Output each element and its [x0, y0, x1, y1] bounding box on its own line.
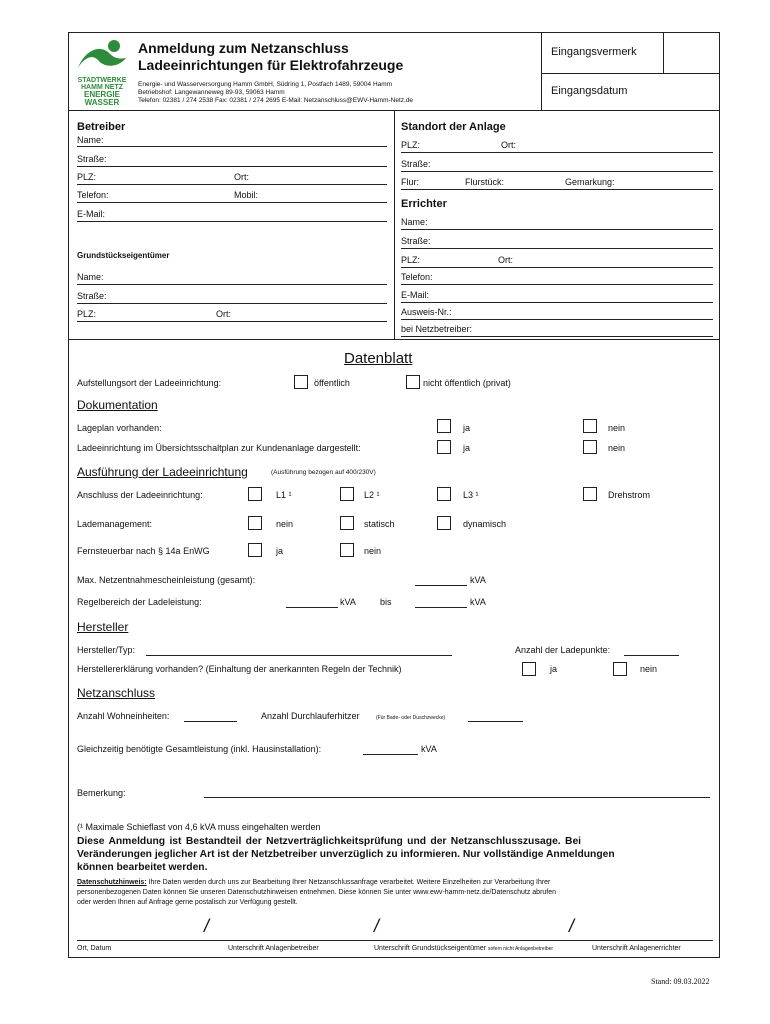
herstellererklaerung-nein-checkbox[interactable]: [613, 662, 627, 676]
logo-swoosh-icon: [74, 38, 130, 72]
address-line3: Telefon: 02381 / 274 2538 Fax: 02381 / 274 2695 E-Mail: Netzanschluss@EWV-Hamm-Netz.de: [138, 97, 414, 104]
betreiber-plz-field[interactable]: [77, 184, 387, 185]
standort-plz-label: PLZ:: [401, 140, 421, 150]
errichter-netzbetreiber-label: bei Netzbetreiber:: [401, 324, 473, 334]
regelbereich-label: Regelbereich der Ladeleistung:: [77, 597, 202, 607]
stand-date: Stand: 09.03.2022: [651, 977, 710, 986]
address-bottom: [68, 339, 720, 340]
signature-slash-1: /: [204, 916, 210, 936]
max-leistung-label: Max. Netzentnahmescheinleistung (gesamt):: [77, 575, 256, 585]
gesamtleistung-field[interactable]: [363, 754, 418, 755]
logo-line3: ENERGIE: [83, 90, 120, 99]
betreiber-email-label: E-Mail:: [77, 209, 106, 219]
errichter-title: Errichter: [401, 198, 447, 210]
l1-label: L1 ¹: [276, 490, 292, 500]
page-subtitle: Ladeeinrichtungen für Elektrofahrzeuge: [138, 57, 404, 73]
herstellererklaerung-ja-label: ja: [550, 664, 558, 674]
logo-line1: STADTWERKE: [77, 77, 127, 84]
eingang-divider: [663, 32, 664, 74]
netzanschluss-title: Netzanschluss: [77, 686, 156, 700]
l2-label: L2 ¹: [364, 490, 380, 500]
gesamtleistung-label: Gleichzeitig benötigte Gesamtleistung (inkl. Hausinstallation):: [77, 744, 322, 754]
fernsteuer-ja-label: ja: [276, 546, 284, 556]
datenschutz-label: Datenschutzhinweis:: [77, 879, 147, 886]
dynamisch-label: dynamisch: [463, 519, 507, 529]
footnote: (¹ Maximale Schieflast von 4,6 kVA muss eingehalten werden: [77, 822, 321, 832]
standort-title: Standort der Anlage: [401, 121, 506, 133]
eigentuemer-strasse-label: Straße:: [77, 291, 107, 301]
datenschutz-line3: oder werden Ihnen auf Anfrage gerne postalisch zur Verfügung gestellt.: [77, 899, 298, 906]
aufstellungsort-label: Aufstellungsort der Ladeeinrichtung:: [77, 378, 222, 388]
logo: [74, 38, 130, 107]
errichter-email-label: E-Mail:: [401, 290, 430, 300]
errichter-ausweis-field[interactable]: [401, 319, 713, 320]
betreiber-mobil-label: Mobil:: [234, 190, 259, 200]
betreiber-name-label: Name:: [77, 135, 104, 145]
logo-line4: WASSER: [84, 98, 120, 107]
lageplan-label: Lageplan vorhanden:: [77, 423, 162, 433]
standort-ort-label: Ort:: [501, 140, 516, 150]
standort-strasse-label: Straße:: [401, 159, 431, 169]
errichter-telefon-field[interactable]: [401, 284, 713, 285]
drehstrom-checkbox[interactable]: [583, 487, 597, 501]
address-line2: Betriebshof: Langewanneweg 89-93, 59063 Hamm: [138, 89, 285, 96]
betreiber-email-field[interactable]: [77, 221, 387, 222]
datenschutz-line2: personenbezogenen Daten können Sie unseren Datenschutzhinweisen entnehmen. Diese können Sie unter www.ewv-hamm-netz.de/Datenschutz abrufen: [77, 889, 557, 896]
drehstrom-label: Drehstrom: [608, 490, 651, 500]
nicht-oeffentlich-label: nicht öffentlich (privat): [423, 378, 511, 388]
errichter-name-field[interactable]: [401, 229, 713, 230]
errichter-ausweis-label: Ausweis-Nr.:: [401, 307, 452, 317]
notice-line1: Diese Anmeldung ist Bestandteil der Netzverträglichkeitsprüfung und der Netzanschlusszusage. Bei: [77, 836, 582, 847]
standort-flur-label: Flur:: [401, 177, 419, 187]
betreiber-strasse-field[interactable]: [77, 166, 387, 167]
ladepunkte-field[interactable]: [624, 655, 679, 656]
ausfuehrung-note: (Ausführung bezogen auf 400/230V): [271, 469, 376, 476]
errichter-email-field[interactable]: [401, 302, 713, 303]
regelbereich-from-field[interactable]: [286, 607, 338, 608]
lademanagement-label: Lademanagement:: [77, 519, 153, 529]
ladepunkte-label: Anzahl der Ladepunkte:: [515, 645, 611, 655]
betreiber-strasse-label: Straße:: [77, 154, 107, 164]
uebersicht-ja-checkbox[interactable]: [437, 440, 451, 454]
betreiber-ort-label: Ort:: [234, 172, 249, 182]
gesamtleistung-unit: kVA: [421, 744, 437, 754]
herstellererklaerung-nein-label: nein: [640, 664, 658, 674]
lageplan-nein-checkbox[interactable]: [583, 419, 597, 433]
uebersicht-label: Ladeeinrichtung im Übersichtsschaltplan zur Kundenanlage dargestellt:: [77, 443, 361, 453]
durchlauferhitzer-field[interactable]: [468, 721, 523, 722]
durchlauferhitzer-note: (Für Bade- oder Duschzwecke): [376, 715, 446, 721]
eingang-hline: [541, 73, 720, 74]
betreiber-name-field[interactable]: [77, 146, 387, 147]
bemerkung-field[interactable]: [204, 797, 710, 798]
errichter-plz-label: PLZ:: [401, 255, 421, 265]
fernsteuer-nein-label: nein: [364, 546, 382, 556]
unterschrift-betreiber-label: Unterschrift Anlagenbetreiber: [228, 945, 319, 952]
regelbereich-bis: bis: [380, 597, 392, 607]
lademanagement-nein-label: nein: [276, 519, 294, 529]
betreiber-plz-label: PLZ:: [77, 172, 97, 182]
errichter-ort-label: Ort:: [498, 255, 513, 265]
errichter-strasse-field[interactable]: [401, 248, 713, 249]
oeffentlich-checkbox[interactable]: [294, 375, 308, 389]
betreiber-telefon-label: Telefon:: [77, 190, 109, 200]
notice-line3: können bearbeitet werden.: [77, 862, 208, 873]
l3-label: L3 ¹: [463, 490, 479, 500]
page-title: Anmeldung zum Netzanschluss: [138, 40, 349, 56]
lademanagement-nein-checkbox[interactable]: [248, 516, 262, 530]
l3-checkbox[interactable]: [437, 487, 451, 501]
statisch-checkbox[interactable]: [340, 516, 354, 530]
eigentuemer-title: Grundstückseigentümer: [77, 251, 170, 260]
fernsteuer-ja-checkbox[interactable]: [248, 543, 262, 557]
herstellererklaerung-label: Herstellererklärung vorhanden? (Einhaltung der anerkannten Regeln der Technik): [77, 664, 402, 674]
standort-flurstueck-label: Flurstück:: [465, 177, 505, 187]
max-leistung-unit: kVA: [470, 575, 486, 585]
standort-gemarkung-label: Gemarkung:: [565, 177, 615, 187]
logo-line2: HAMM NETZ: [81, 84, 123, 91]
lageplan-nein-label: nein: [608, 423, 626, 433]
l1-checkbox[interactable]: [248, 487, 262, 501]
ort-datum-label: Ort, Datum: [77, 945, 112, 952]
durchlauferhitzer-label: Anzahl Durchlauferhitzer: [261, 711, 360, 721]
regelbereich-to-unit: kVA: [470, 597, 486, 607]
regelbereich-from-unit: kVA: [340, 597, 356, 607]
hersteller-typ-field[interactable]: [146, 655, 452, 656]
address-line1: Energie- und Wasserversorgung Hamm GmbH, Südring 1, Postfach 1489, 59004 Hamm: [138, 81, 393, 88]
errichter-strasse-label: Straße:: [401, 236, 431, 246]
uebersicht-nein-label: nein: [608, 443, 626, 453]
datenschutz-text: [77, 879, 550, 886]
datenblatt-title: Datenblatt: [344, 350, 413, 367]
fernsteuer-label: Fernsteuerbar nach § 14a EnWG: [77, 546, 210, 556]
signature-line[interactable]: [77, 940, 713, 941]
standort-strasse-field[interactable]: [401, 171, 713, 172]
unterschrift-eigentuemer-note: sofern nicht Anlagenbetreiber: [488, 946, 554, 952]
lageplan-ja-checkbox[interactable]: [437, 419, 451, 433]
unterschrift-errichter-label: Unterschrift Anlagenerrichter: [592, 945, 681, 952]
anschluss-label: Anschluss der Ladeeinrichtung:: [77, 490, 203, 500]
regelbereich-to-field[interactable]: [415, 607, 467, 608]
oeffentlich-label: öffentlich: [314, 378, 350, 388]
eingangsvermerk-label: Eingangsvermerk: [551, 46, 637, 58]
statisch-label: statisch: [364, 519, 395, 529]
unterschrift-eigentuemer: [374, 945, 553, 952]
eigentuemer-name-label: Name:: [77, 272, 104, 282]
uebersicht-ja-label: ja: [463, 443, 471, 453]
wohneinheiten-label: Anzahl Wohneinheiten:: [77, 711, 170, 721]
hersteller-title: Hersteller: [77, 620, 129, 634]
lageplan-ja-label: ja: [463, 423, 471, 433]
eigentuemer-name-field[interactable]: [77, 284, 387, 285]
eigentuemer-plz-field[interactable]: [77, 321, 387, 322]
datenschutz-line1: Ihre Daten werden durch uns zur Bearbeitung Ihrer Netzanschlussanfrage verarbeitet. Weitere Einzelheiten zur Verarbeitung Ihrer: [148, 879, 551, 886]
errichter-name-label: Name:: [401, 217, 428, 227]
signature-slash-2: /: [374, 916, 380, 936]
errichter-netzbetreiber-field[interactable]: [401, 336, 713, 337]
l2-checkbox[interactable]: [340, 487, 354, 501]
unterschrift-eigentuemer-label: Unterschrift Grundstückseigentümer: [374, 945, 487, 952]
hersteller-typ-label: Hersteller/Typ:: [77, 645, 136, 655]
dynamisch-checkbox[interactable]: [437, 516, 451, 530]
eigentuemer-plz-label: PLZ:: [77, 309, 97, 319]
eingangsdatum-label: Eingangsdatum: [551, 85, 628, 97]
eigentuemer-ort-label: Ort:: [216, 309, 231, 319]
max-leistung-field[interactable]: [415, 585, 467, 586]
betreiber-title: Betreiber: [77, 121, 126, 133]
notice-line2: Veränderungen jeglicher Art ist der Netzbetreiber unverzüglich zu informieren. Nur vollständige Anmeldungen: [77, 849, 615, 860]
betreiber-telefon-field[interactable]: [77, 202, 387, 203]
bemerkung-label: Bemerkung:: [77, 788, 126, 798]
standort-flur-field[interactable]: [401, 189, 713, 190]
herstellererklaerung-ja-checkbox[interactable]: [522, 662, 536, 676]
center-divider: [394, 110, 395, 339]
errichter-telefon-label: Telefon:: [401, 272, 433, 282]
fernsteuer-nein-checkbox[interactable]: [340, 543, 354, 557]
eigentuemer-strasse-field[interactable]: [77, 303, 387, 304]
standort-plz-field[interactable]: [401, 152, 713, 153]
nicht-oeffentlich-checkbox[interactable]: [406, 375, 420, 389]
ausfuehrung-title: Ausführung der Ladeeinrichtung: [77, 465, 248, 479]
signature-slash-3: /: [569, 916, 575, 936]
wohneinheiten-field[interactable]: [184, 721, 237, 722]
errichter-plz-field[interactable]: [401, 267, 713, 268]
uebersicht-nein-checkbox[interactable]: [583, 440, 597, 454]
header-divider: [541, 32, 542, 110]
dokumentation-title: Dokumentation: [77, 398, 158, 412]
